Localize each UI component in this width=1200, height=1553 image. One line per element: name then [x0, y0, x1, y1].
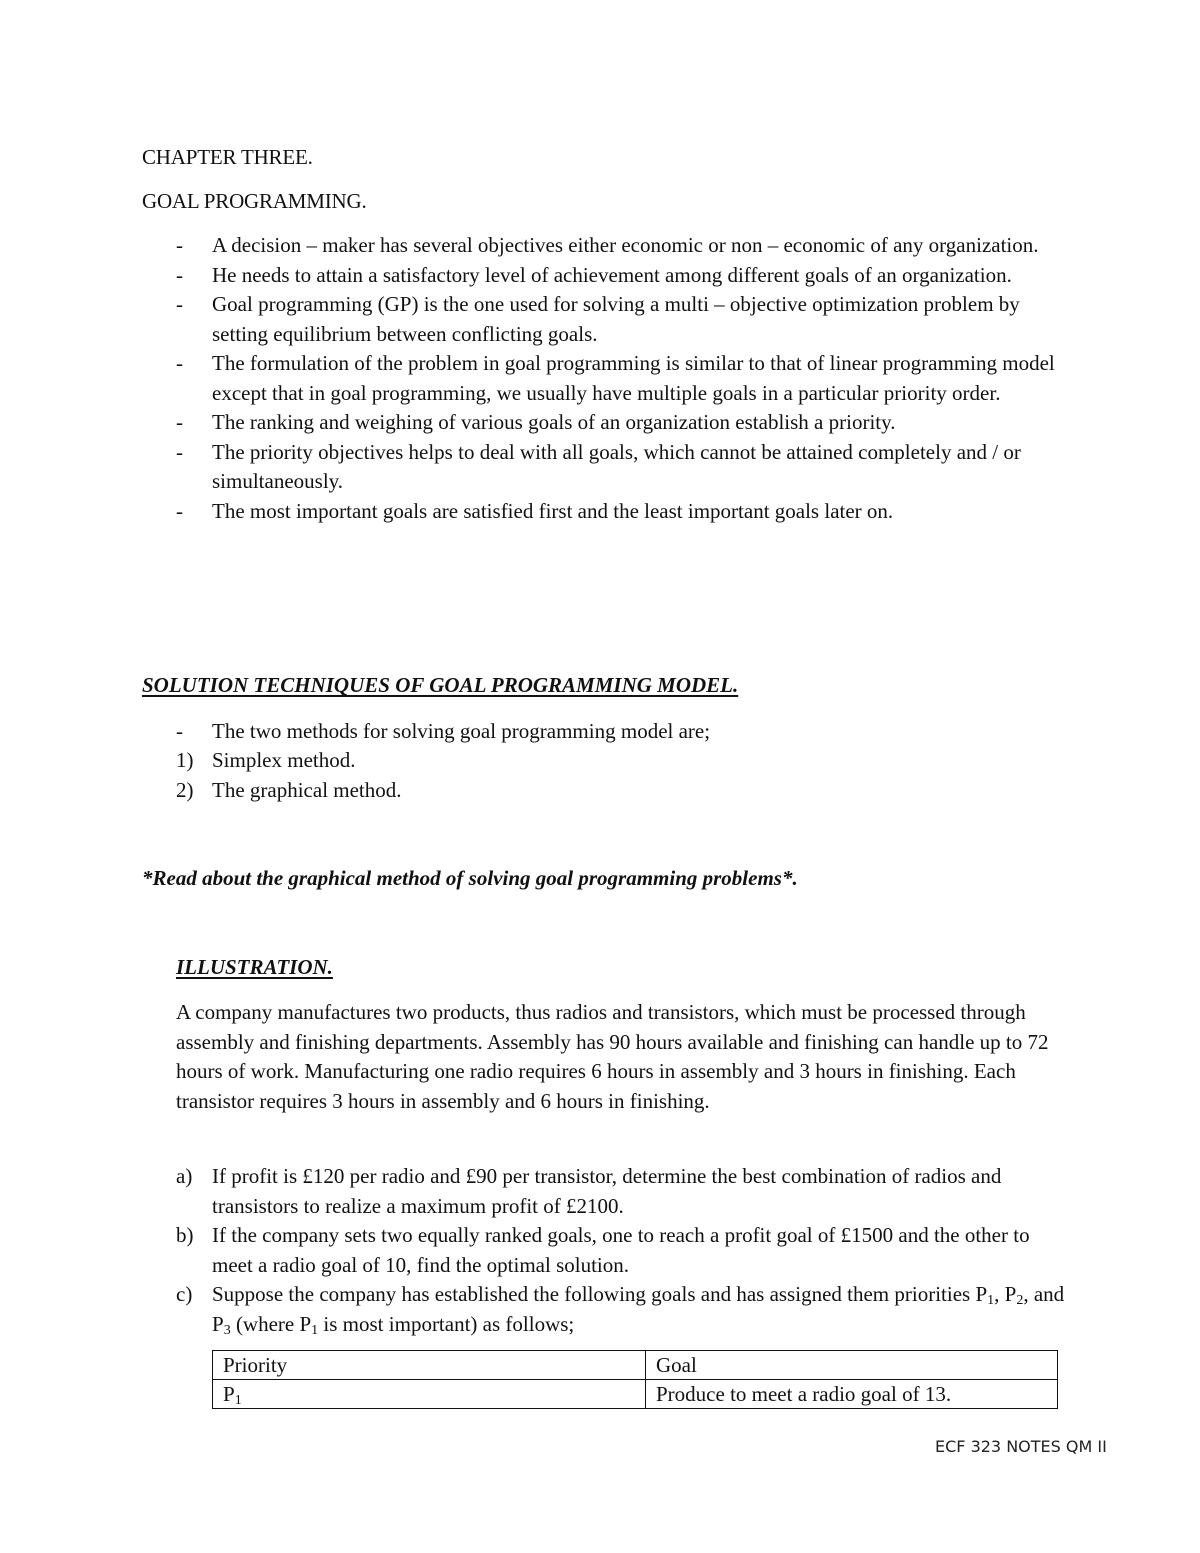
solution-point-list: [142, 717, 1062, 747]
table-cell-goal: Produce to meet a radio goal of 13.: [646, 1380, 1058, 1409]
list-item: - He needs to attain a satisfactory level of achievement among different goals of an organization.: [142, 261, 1062, 291]
reading-note: *Read about the graphical method of solving goal programming problems*.: [142, 866, 798, 890]
page-footer: ECF 323 NOTES QM II: [935, 1437, 1107, 1456]
table-header-priority: Priority: [213, 1351, 646, 1380]
list-item: - The most important goals are satisfied first and the least important goals later on.: [142, 497, 1062, 527]
table-header-row: [213, 1351, 1058, 1380]
list-item: - Goal programming (GP) is the one used for solving a multi – objective optimization problem by setting equilibrium between conflicting goals.: [176, 292, 1020, 346]
list-item: - The ranking and weighing of various goals of an organization establish a priority.: [142, 408, 1062, 438]
list-item: - A decision – maker has several objectives either economic or non – economic of any organization.: [142, 231, 1062, 261]
priority-table: [212, 1350, 1058, 1409]
illustration-paragraph: A company manufactures two products, thus radios and transistors, which must be processed through assembly and finishing departments. Assembly has 90 hours available and finishing can handle up to 72 hours of work. Manufacturing one radio requires 6 hours in assembly and 3 hours in finishing. Each transistor requires 3 hours in assembly and 6 hours in finishing.: [176, 1000, 1049, 1113]
list-item: - The two methods for solving goal programming model are;: [142, 717, 1062, 747]
methods-list: [176, 746, 1056, 805]
topic-heading: GOAL PROGRAMMING.: [142, 189, 367, 213]
method-item: 1) Simplex method.: [176, 748, 356, 772]
dash-bullet: -: [176, 292, 183, 316]
question-c: c) Suppose the company has established the following goals and has assigned them priorities $P_1$, $P_2$, and $P_3$ (where $P_1$ is most important) as follows;: [176, 1282, 1065, 1338]
table-row: [213, 1380, 1058, 1409]
chapter-heading: CHAPTER THREE.: [142, 145, 313, 169]
dash-bullet: -: [176, 262, 183, 287]
list-item: - The priority objectives helps to deal with all goals, which cannot be attained completely and / or simultaneously.: [176, 439, 1021, 493]
dash-bullet: -: [176, 233, 183, 257]
intro-points-list: [142, 231, 1062, 526]
method-item: 2) The graphical method.: [176, 777, 402, 802]
solution-techniques-title: SOLUTION TECHNIQUES OF GOAL PROGRAMMING MODEL.: [142, 673, 739, 697]
dash-bullet: -: [176, 719, 183, 743]
question-b: b) If the company sets two equally ranked goals, one to reach a profit goal of £1500 and the other to meet a radio goal of 10, find the optimal solution.: [176, 1223, 1030, 1277]
dash-bullet: -: [176, 410, 183, 434]
list-item: - The formulation of the problem in goal programming is similar to that of linear programming model except that in goal programming, we usually have multiple goals in a particular priority order.: [176, 351, 1055, 405]
table-header-goal: Goal: [646, 1351, 1058, 1380]
questions-list: [176, 1162, 1066, 1339]
table-cell-priority: $P_1$: [213, 1380, 646, 1409]
dash-bullet: -: [176, 498, 183, 523]
dash-bullet: -: [176, 351, 183, 375]
question-a: a) If profit is £120 per radio and £90 per transistor, determine the best combination of radios and transistors to realize a maximum profit of £2100.: [176, 1164, 1002, 1218]
dash-bullet: -: [176, 439, 183, 464]
illustration-title: ILLUSTRATION.: [176, 955, 333, 979]
